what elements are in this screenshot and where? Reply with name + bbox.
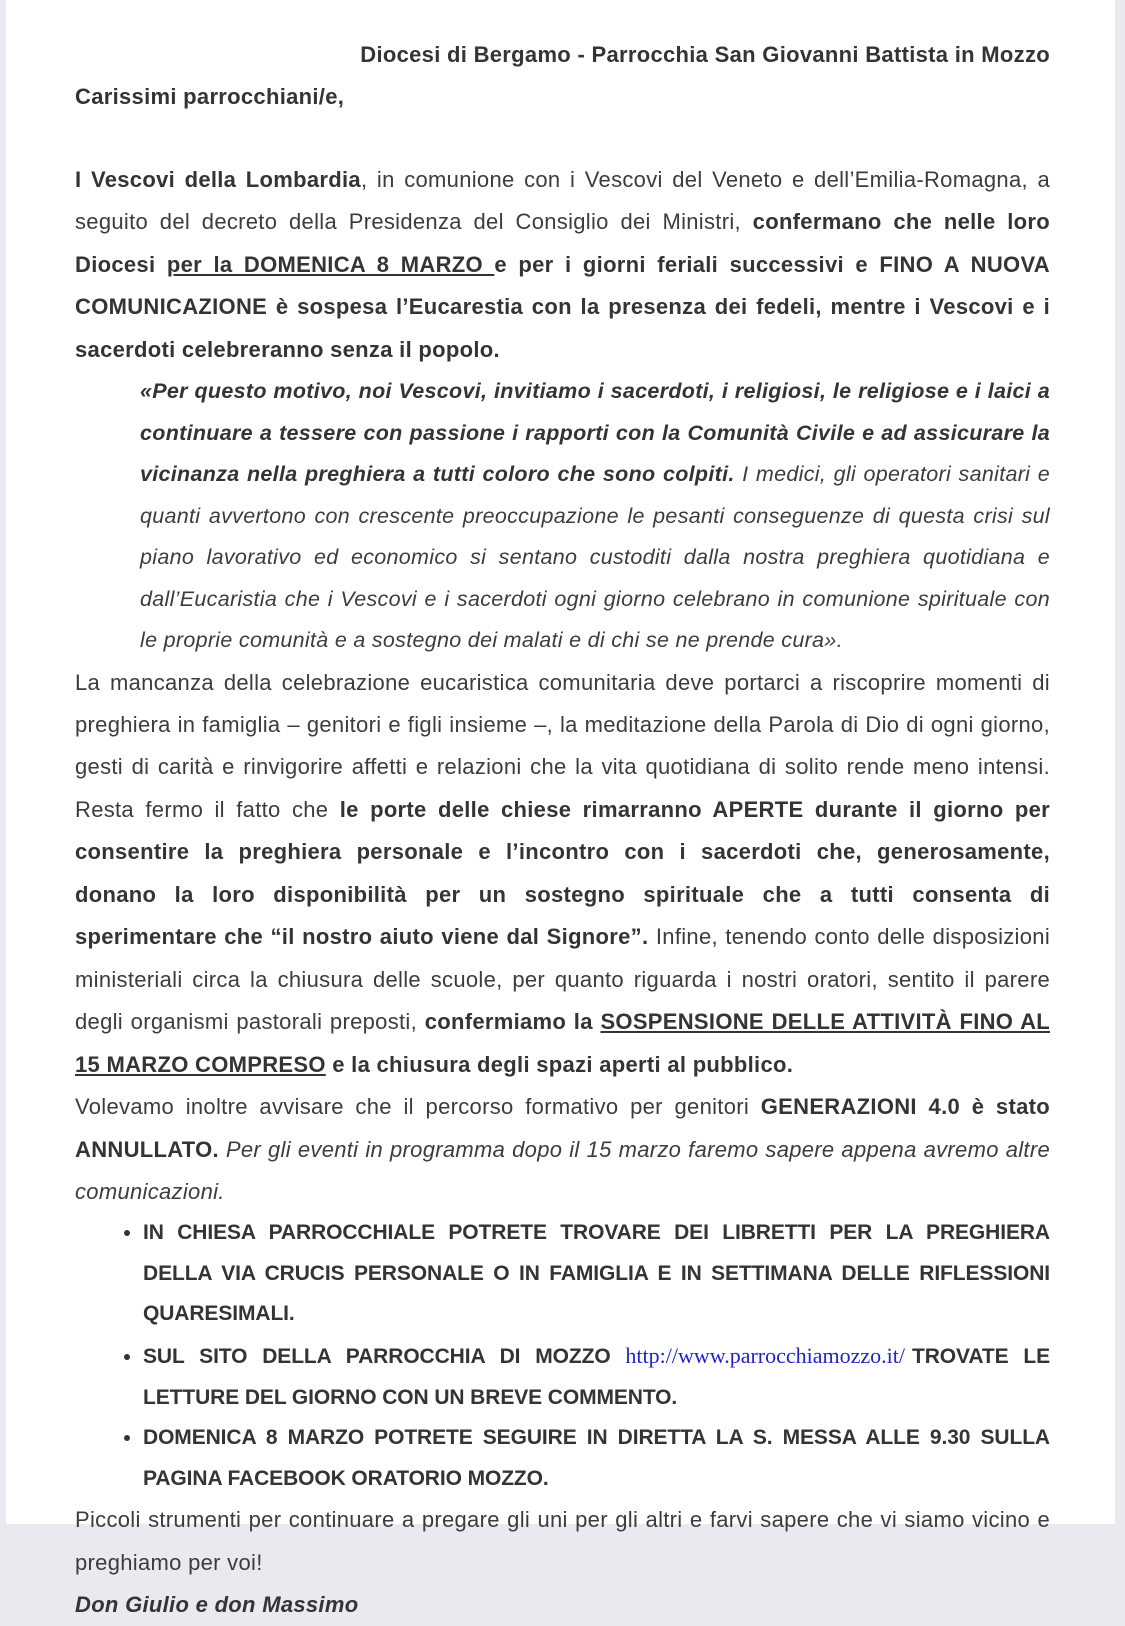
quote-italic: I medici, gli operatori sanitari e quanti avvertono con crescente preoccupazione le pesanti conseguenze di questa crisi sul piano lavorativo ed economico si sentano custoditi dalla nostra preghiera quotidiana e dall’Eucaristia che i Vescovi e i sacerdoti ogni giorno celebrano in comunione spirituale con le proprie comunità e a sostegno dei malati e di chi se ne prende cura». [140, 462, 1051, 653]
paragraph-bishops-decree [75, 159, 1050, 371]
bullet-2-text: SUL SITO DELLA PARROCCHIA DI MOZZO [143, 1345, 626, 1368]
bullet-2-text-after: TROVATE LE LETTURE DEL GIORNO CON UN BREVE COMMENTO. [143, 1345, 1051, 1409]
bullet-item-libretti [143, 1213, 1050, 1335]
p1-bold-suspension: e per i giorni feriali successivi e FINO A NUOVA COMUNICAZIONE è sospesa l’Eucarestia con la presenza dei fedeli, mentre i Vescovi e i sacerdoti celebreranno senza il popolo. [75, 251, 1050, 362]
p2-bold-confermiamo: confermiamo la [424, 1009, 601, 1035]
paragraph-generazioni [75, 1086, 1050, 1213]
p1-text: , in comunione con i Vescovi del Veneto e dell’Emilia-Romagna, a seguito del decreto della Presidenza del Consiglio dei Ministri, [75, 166, 1050, 235]
p3-text-1: Volevamo inoltre avvisare che il percorso formativo per genitori [75, 1094, 761, 1120]
salutation: Carissimi parrocchiani/e, [75, 84, 345, 110]
bold-lead-vescovi: I Vescovi della Lombardia [75, 166, 361, 192]
p2-text-1: La mancanza della celebrazione eucaristica comunitaria deve portarci a riscoprire momenti di preghiera in famiglia – genitori e figli insieme –, la meditazione della Parola di Dio di ogni giorno, gesti di carità e rinvigorire affetti e relazioni che la vita quotidiana di solito rende meno intensi. Resta fermo il fatto che [75, 669, 1050, 822]
closing-paragraph: Piccoli strumenti per continuare a pregare gli uni per gli altri e farvi sapere che vi siamo vicino e preghiamo per voi! [75, 1507, 1050, 1575]
paragraph-churches-open [75, 662, 1050, 1087]
p1-bold-confermano: confermano che nelle loro Diocesi [75, 209, 1050, 277]
p3-bold-annullato: GENERAZIONI 4.0 è stato ANNULLATO. [75, 1094, 1050, 1162]
p1-underlined-date: per la DOMENICA 8 MARZO [166, 251, 495, 277]
bullet-item-messa-diretta [143, 1418, 1050, 1499]
page-title: Diocesi di Bergamo - Parrocchia San Giovanni Battista in Mozzo [360, 42, 1050, 67]
quote-bold-italic: «Per questo motivo, noi Vescovi, invitiamo i sacerdoti, i religiosi, le religiose e i laici a continuare a tessere con passione i rapporti con la Comunità Civile e ad assicurare la vicinanza nella preghiera a tutti coloro che sono colpiti. [140, 379, 1050, 487]
bullet-3-text: DOMENICA 8 MARZO POTRETE SEGUIRE IN DIRETTA LA S. MESSA ALLE 9.30 SULLA PAGINA FACEBOOK ORATORIO MOZZO. [143, 1426, 1050, 1490]
bishops-quote [140, 371, 1050, 661]
bullet-item-sito [143, 1335, 1050, 1418]
p2-bold-porte-aperte: le porte delle chiese rimarranno APERTE durante il giorno per consentire la preghiera personale e l’incontro con i sacerdoti che, generosamente, donano la loro disponibilità per un sostegno spirituale che a tutti consenta di sperimentare che “il nostro aiuto viene dal Signore”. [75, 796, 1050, 950]
document-page [6, 0, 1115, 1617]
bullet-list [75, 1213, 1050, 1499]
p2-underlined-suspension: SOSPENSIONE DELLE ATTIVITÀ FINO AL 15 MARZO COMPRESO [75, 1009, 1050, 1077]
p3-italic-note: Per gli eventi in programma dopo il 15 marzo faremo sapere appena avremo altre comunicazioni. [75, 1136, 1050, 1204]
bullet-1-text: IN CHIESA PARROCCHIALE POTRETE TROVARE DEI LIBRETTI PER LA PREGHIERA DELLA VIA CRUCIS PERSONALE O IN FAMIGLIA E IN SETTIMANA DELLE RIFLESSIONI QUARESIMALI. [143, 1221, 1050, 1326]
parish-website-link[interactable]: http://www.parrocchiamozzo.it/ [625, 1343, 906, 1368]
signature: Don Giulio e don Massimo [75, 1591, 359, 1617]
p2-bold-closing: e la chiusura degli spazi aperti al pubblico. [325, 1051, 794, 1077]
p2-text-2: Infine, tenendo conto delle disposizioni ministeriali circa la chiusura delle scuole, per quanto riguarda i nostri oratori, sentito il parere degli organismi pastorali preposti, [75, 924, 1051, 1035]
